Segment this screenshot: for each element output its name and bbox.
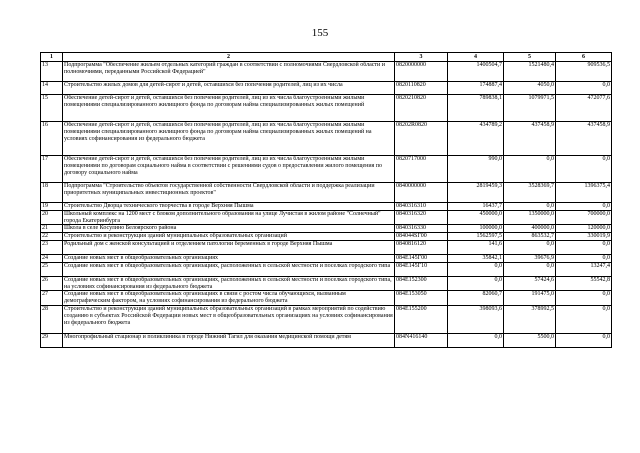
row-description: Обеспечение детей-сирот и детей, оставшихся без попечения родителей, лиц из их числа благоустроенными жилыми помещениями по договорам социального найма в соответствии с решениями судов о предоставлении жилого помещения по договору социального найма xyxy=(63,156,395,183)
row-description: Подпрограмма "Строительство объектов государственной собственности Свердловской области и поддержка реализации приоритетных муниципальных инвестиционных проектов" xyxy=(63,183,395,203)
row-number: 28 xyxy=(41,305,63,333)
row-amount-col5: 57424,6 xyxy=(504,276,556,291)
row-code: 0820717000 xyxy=(395,156,448,183)
row-number: 20 xyxy=(41,210,63,225)
row-amount-col6: 0,0 xyxy=(556,291,612,306)
row-amount-col4: 35842,1 xyxy=(448,254,504,262)
row-amount-col5: 4050,0 xyxy=(504,82,556,95)
table-row xyxy=(41,95,612,122)
row-number: 13 xyxy=(41,62,63,82)
row-amount-col5: 378992,5 xyxy=(504,305,556,333)
row-description: Родильный дом с женской консультацией и отделением патологии беременных в городе Верхняя Пышма xyxy=(63,240,395,254)
row-amount-col5: 0,0 xyxy=(504,240,556,254)
row-amount-col4: 1562597,5 xyxy=(448,233,504,241)
row-amount-col6: 909536,5 xyxy=(556,62,612,82)
row-description: Строительство и реконструкция зданий муниципальных образовательных организаций xyxy=(63,233,395,241)
table-row xyxy=(41,225,612,233)
row-amount-col4: 16437,7 xyxy=(448,203,504,211)
row-code: 0820000000 xyxy=(395,62,448,82)
row-amount-col5: 1521480,4 xyxy=(504,62,556,82)
row-number: 21 xyxy=(41,225,63,233)
row-amount-col5: 191475,0 xyxy=(504,291,556,306)
row-number: 27 xyxy=(41,291,63,306)
table-row xyxy=(41,240,612,254)
row-description: Многопрофильный стационар и поликлиника в городе Нижний Тагил для оказания медицинской помощи детям xyxy=(63,333,395,347)
row-code: 0840316310 xyxy=(395,203,448,211)
table-row xyxy=(41,291,612,306)
table-row xyxy=(41,122,612,156)
row-description: Создание новых мест в общеобразовательных организациях в связи с ростом числа обучающихся, вызванным демографическим фактором, на условиях софинансирования из федерального бюджета xyxy=(63,291,395,306)
row-amount-col4: 82060,7 xyxy=(448,291,504,306)
row-amount-col4: 434789,2 xyxy=(448,122,504,156)
row-amount-col6: 13247,4 xyxy=(556,262,612,276)
table-row xyxy=(41,203,612,211)
row-amount-col5: 1350000,0 xyxy=(504,210,556,225)
row-amount-col4: 0,0 xyxy=(448,276,504,291)
row-amount-col4: 990,0 xyxy=(448,156,504,183)
row-number: 24 xyxy=(41,254,63,262)
row-code: 084E153050 xyxy=(395,291,448,306)
row-code: 0840816120 xyxy=(395,240,448,254)
table-row xyxy=(41,305,612,333)
row-amount-col6: 55542,8 xyxy=(556,276,612,291)
row-number: 25 xyxy=(41,262,63,276)
row-amount-col5: 5500,0 xyxy=(504,333,556,347)
row-description: Строительство и реконструкция зданий муниципальных образовательных организаций в рамках мероприятий по содействию созданию в субъектах Российской Федерации новых мест в общеобразовательных организациях на условиях софинансирования из федерального бюджета xyxy=(63,305,395,333)
row-number: 26 xyxy=(41,276,63,291)
row-amount-col6: 0,0 xyxy=(556,240,612,254)
row-amount-col4: 174887,4 xyxy=(448,82,504,95)
column-header: 2 xyxy=(63,53,395,62)
row-description: Создание новых мест в общеобразовательных организациях, расположенных в сельской местности и поселках городского типа xyxy=(63,262,395,276)
row-amount-col6: 330019,9 xyxy=(556,233,612,241)
row-amount-col6: 0,0 xyxy=(556,156,612,183)
row-description: Подпрограмма "Обеспечение жильем отдельных категорий граждан в соответствии с полномочиями Свердловской области и полномочиями, переданными Российской Федерацией" xyxy=(63,62,395,82)
column-header: 1 xyxy=(41,53,63,62)
row-code: 08202R0820 xyxy=(395,122,448,156)
row-description: Создание новых мест в общеобразовательных организациях, расположенных в сельской местности и поселках городского типа, на условиях софинансирования из федерального бюджета xyxy=(63,276,395,291)
row-amount-col6: 120000,0 xyxy=(556,225,612,233)
row-description: Обеспечение детей-сирот и детей, оставшихся без попечения родителей, лиц из их числа благоустроенными жилыми помещениями специализированного жилищного фонда по договорам найма специализированных жилых помещений на условиях софинансирования из федерального бюджета xyxy=(63,122,395,156)
column-header: 5 xyxy=(504,53,556,62)
row-amount-col4: 0,0 xyxy=(448,333,504,347)
budget-table xyxy=(40,52,612,348)
table-row xyxy=(41,262,612,276)
table-row xyxy=(41,333,612,347)
table-row xyxy=(41,210,612,225)
row-amount-col5: 0,0 xyxy=(504,262,556,276)
row-code: 0820110820 xyxy=(395,82,448,95)
row-number: 22 xyxy=(41,233,63,241)
row-number: 15 xyxy=(41,95,63,122)
column-header: 4 xyxy=(448,53,504,62)
row-amount-col6: 0,0 xyxy=(556,203,612,211)
row-number: 16 xyxy=(41,122,63,156)
table-row xyxy=(41,183,612,203)
row-code: 0840316320 xyxy=(395,210,448,225)
row-amount-col5: 437458,9 xyxy=(504,122,556,156)
column-header: 6 xyxy=(556,53,612,62)
table-row xyxy=(41,156,612,183)
row-amount-col6: 437458,9 xyxy=(556,122,612,156)
table-row xyxy=(41,254,612,262)
row-description: Строительство жилых домов для детей-сирот и детей, оставшихся без попечения родителей, лиц из их числа xyxy=(63,82,395,95)
table-row xyxy=(41,276,612,291)
row-amount-col4: 1400504,7 xyxy=(448,62,504,82)
row-amount-col5: 400000,0 xyxy=(504,225,556,233)
row-code: 084E145Г10 xyxy=(395,262,448,276)
table-header-row xyxy=(41,53,612,62)
row-amount-col4: 789838,1 xyxy=(448,95,504,122)
row-description: Школьный комплекс на 1200 мест с блоком дополнительного образования на улице Лучистая в жилом районе "Солнечный" города Екатеринбурга xyxy=(63,210,395,225)
row-code: 0840000000 xyxy=(395,183,448,203)
row-amount-col6: 0,0 xyxy=(556,82,612,95)
row-description: Строительство Дворца технического творчества в городе Верхняя Пышма xyxy=(63,203,395,211)
row-amount-col6: 0,0 xyxy=(556,305,612,333)
row-amount-col6: 0,0 xyxy=(556,254,612,262)
row-code: 084E155200 xyxy=(395,305,448,333)
row-code: 084N416140 xyxy=(395,333,448,347)
row-amount-col4: 141,6 xyxy=(448,240,504,254)
row-code: 0820210820 xyxy=(395,95,448,122)
row-amount-col5: 863532,7 xyxy=(504,233,556,241)
row-amount-col6: 0,0 xyxy=(556,333,612,347)
row-amount-col4: 0,0 xyxy=(448,262,504,276)
row-code: 084E152300 xyxy=(395,276,448,291)
column-header: 3 xyxy=(395,53,448,62)
row-number: 18 xyxy=(41,183,63,203)
row-amount-col4: 100000,0 xyxy=(448,225,504,233)
table-row xyxy=(41,233,612,241)
row-description: Школа в селе Косулино Белоярского района xyxy=(63,225,395,233)
page-number: 155 xyxy=(311,27,329,39)
row-code: 084E145Г00 xyxy=(395,254,448,262)
row-number: 29 xyxy=(41,333,63,347)
row-description: Создание новых мест в общеобразовательных организациях xyxy=(63,254,395,262)
row-number: 14 xyxy=(41,82,63,95)
row-amount-col5: 3528369,7 xyxy=(504,183,556,203)
row-number: 23 xyxy=(41,240,63,254)
row-amount-col6: 700000,0 xyxy=(556,210,612,225)
row-number: 17 xyxy=(41,156,63,183)
row-amount-col6: 1396375,4 xyxy=(556,183,612,203)
table-row xyxy=(41,62,612,82)
row-amount-col6: 472077,6 xyxy=(556,95,612,122)
row-amount-col4: 398093,6 xyxy=(448,305,504,333)
row-amount-col5: 0,0 xyxy=(504,156,556,183)
row-amount-col5: 1079971,5 xyxy=(504,95,556,122)
row-code: 0840316330 xyxy=(395,225,448,233)
row-amount-col5: 39676,9 xyxy=(504,254,556,262)
row-amount-col4: 2819459,3 xyxy=(448,183,504,203)
table-row xyxy=(41,82,612,95)
row-amount-col5: 0,0 xyxy=(504,203,556,211)
row-number: 19 xyxy=(41,203,63,211)
row-description: Обеспечение детей-сирот и детей, оставшихся без попечения родителей, лиц из их числа благоустроенными жилыми помещениями специализированного жилищного фонда по договорам найма специализированных жилых помещений xyxy=(63,95,395,122)
row-amount-col4: 450000,0 xyxy=(448,210,504,225)
row-code: 084044SГ00 xyxy=(395,233,448,241)
